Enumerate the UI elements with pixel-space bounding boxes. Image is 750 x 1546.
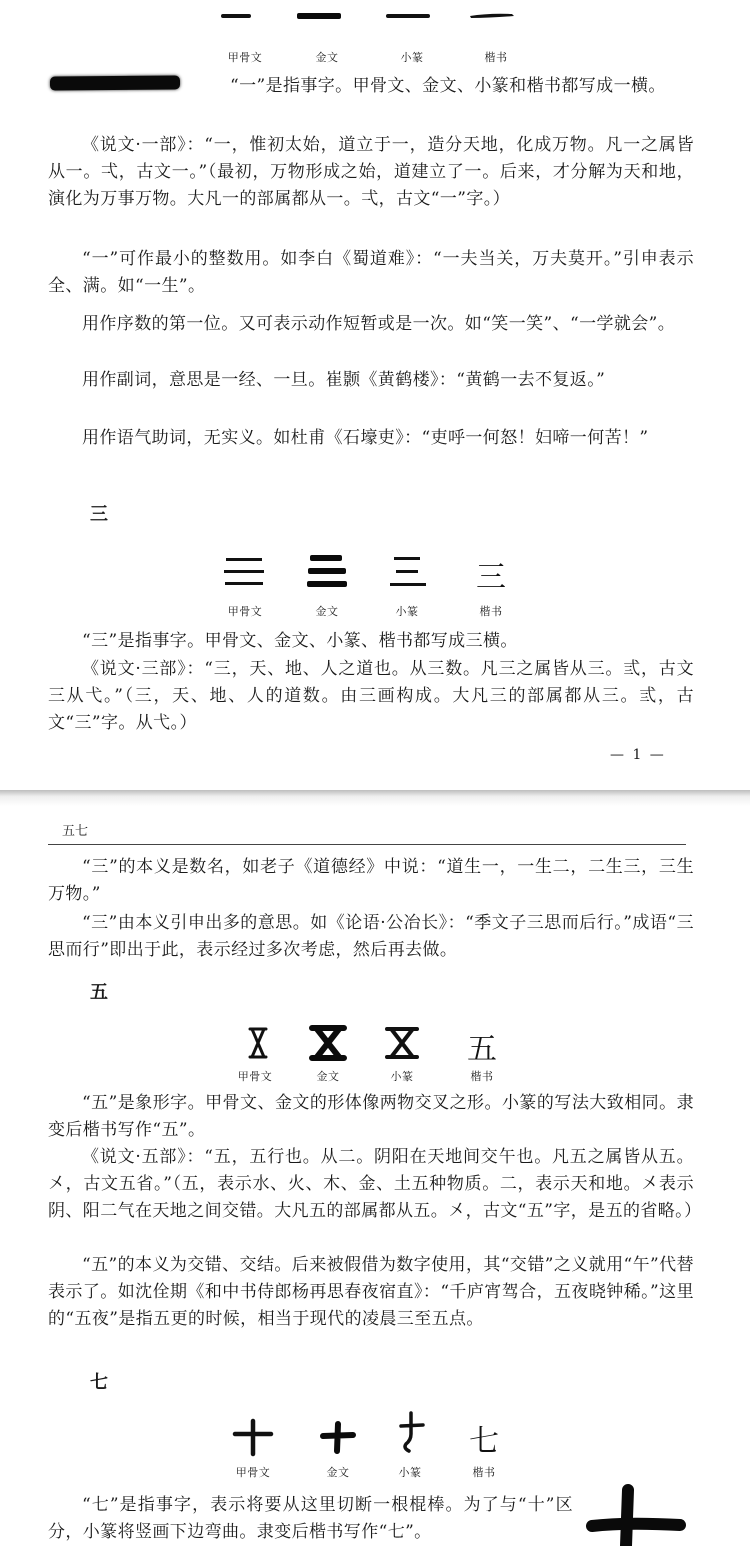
yi-label-bronze: 金文 xyxy=(315,51,339,64)
yi-bronze-glyph xyxy=(297,13,341,19)
running-head: 五七 xyxy=(62,824,89,839)
yi-paragraph-6: 用作语气助词，无实义。如杜甫《石壕吏》：“吏呼一何怒！妇啼一何苦！” xyxy=(82,428,649,448)
wu-kaishu-glyph: 五 xyxy=(467,1032,497,1067)
header-rule xyxy=(48,844,686,845)
qi-label-seal: 小篆 xyxy=(398,1466,422,1479)
san-bronze-glyph xyxy=(306,553,350,589)
san-paragraph-3: “三”的本义是数名，如老子《道德经》中说：“道生一，一生二，二生三，三生万物。” xyxy=(48,857,694,904)
ink-smudge xyxy=(50,75,180,90)
san-heading: 三 xyxy=(90,504,108,525)
yi-paragraph-2: 《说文·一部》：“一，惟初太始，道立于一，造分天地，化成万物。凡一之属皆从一。弌，古文一。”（最初，万物形成之始，道建立了一。后来，才分解为天和地，演化为万事万物。大凡一的部属都从一。弌，古文“一”字。） xyxy=(48,135,694,209)
yi-label-seal: 小篆 xyxy=(400,51,424,64)
wu-label-seal: 小篆 xyxy=(390,1070,414,1083)
wu-bronze-glyph xyxy=(308,1024,348,1062)
san-label-bronze: 金文 xyxy=(315,605,339,618)
wu-oracle-glyph xyxy=(246,1026,270,1060)
qi-bronze-glyph xyxy=(320,1420,356,1454)
wu-label-bronze: 金文 xyxy=(316,1070,340,1083)
san-paragraph-2: 《说文·三部》：“三，天、地、人之道也。从三数。凡三之属皆从三。弎，古文三从弋。”（三，天、地、人的道数。由三画构成。大凡三的部属都从三。弎，古文“三”字。从弋。） xyxy=(48,659,694,733)
wu-seal-glyph xyxy=(384,1026,420,1060)
yi-paragraph-4: 用作序数的第一位。又可表示动作短暂或是一次。如“笑一笑”、“一学就会”。 xyxy=(82,314,676,334)
san-label-kaishu: 楷书 xyxy=(479,605,503,618)
qi-paragraph-1: “七”是指事字，表示将要从这里切断一根棍棒。为了与“十”区分，小篆将竖画下边弯曲。隶变后楷书写作“七”。 xyxy=(48,1495,573,1542)
yi-paragraph-1: “一”是指事字。甲骨文、金文、小篆和楷书都写成一横。 xyxy=(230,76,666,96)
yi-paragraph-5: 用作副词，意思是一经、一旦。崔颢《黄鹤楼》：“黄鹤一去不复返。” xyxy=(82,370,606,390)
qi-label-bronze: 金文 xyxy=(326,1466,350,1479)
wu-label-oracle: 甲骨文 xyxy=(237,1070,273,1083)
san-paragraph-1: “三”是指事字。甲骨文、金文、小篆、楷书都写成三横。 xyxy=(82,631,518,651)
qi-label-kaishu: 楷书 xyxy=(472,1466,496,1479)
qi-oracle-glyph xyxy=(232,1418,274,1456)
page-gap xyxy=(0,790,750,806)
yi-oracle-glyph xyxy=(221,14,251,18)
san-oracle-glyph xyxy=(222,555,268,589)
wu-label-kaishu: 楷书 xyxy=(470,1070,494,1083)
qi-label-oracle: 甲骨文 xyxy=(235,1466,271,1479)
yi-kaishu-glyph xyxy=(468,6,516,26)
qi-seal-glyph xyxy=(397,1410,427,1454)
san-paragraph-4: “三”由本义引申出多的意思。如《论语·公冶长》：“季文子三思而后行。”成语“三思而行”即出于此，表示经过多次考虑，然后再去做。 xyxy=(48,913,694,960)
page-number: — 1 — xyxy=(610,747,666,763)
yi-seal-glyph xyxy=(386,14,430,18)
yi-label-oracle: 甲骨文 xyxy=(227,51,263,64)
qi-large-brush-glyph xyxy=(586,1482,686,1546)
wu-heading: 五 xyxy=(90,982,108,1003)
wu-paragraph-2: 《说文·五部》：“五，五行也。从二。阴阳在天地间交午也。凡五之属皆从五。㐅，古文五省。”（五，表示水、火、木、金、土五种物质。二，表示天和地。㐅表示阴、阳二气在天地之间交错。大凡五的部属都从五。㐅，古文“五”字，是五的省略。） xyxy=(48,1147,702,1221)
yi-label-kaishu: 楷书 xyxy=(484,51,508,64)
qi-heading: 七 xyxy=(90,1372,108,1393)
wu-paragraph-1: “五”是象形字。甲骨文、金文的形体像两物交叉之形。小篆的写法大致相同。隶变后楷书写作“五”。 xyxy=(48,1093,694,1140)
san-label-seal: 小篆 xyxy=(395,605,419,618)
qi-kaishu-glyph: 七 xyxy=(469,1424,499,1459)
yi-paragraph-3: “一”可作最小的整数用。如李白《蜀道难》：“一夫当关，万夫莫开。”引申表示全、满。如“一生”。 xyxy=(48,249,694,296)
wu-paragraph-3: “五”的本义为交错、交结。后来被假借为数字使用，其“交错”之义就用“午”代替表示了。如沈佺期《和中书侍郎杨再思春夜宿直》：“千庐宵驾合，五夜晓钟稀。”这里的“五夜”是指五更的时候，相当于现代的凌晨三至五点。 xyxy=(48,1255,694,1329)
san-label-oracle: 甲骨文 xyxy=(227,605,263,618)
san-kaishu-glyph: 三 xyxy=(476,560,506,595)
book-page-2 xyxy=(0,806,750,1546)
san-seal-glyph xyxy=(388,554,428,590)
